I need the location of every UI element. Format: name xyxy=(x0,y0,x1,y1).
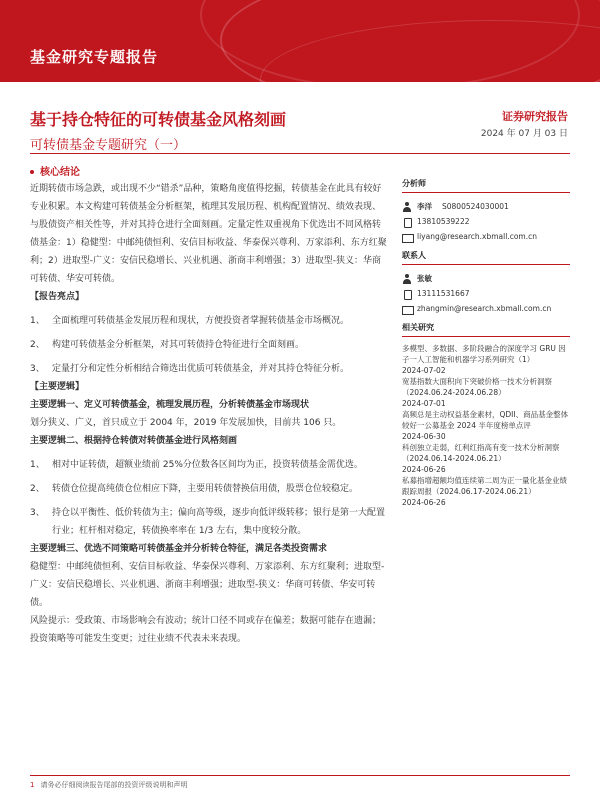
logic-two-item xyxy=(30,480,388,498)
item-text: 相对中证转债，超额业绩前 25%分位数各区间均为正，投资转债基金需优选。 xyxy=(52,460,363,470)
mail-icon xyxy=(402,232,412,242)
phone-icon xyxy=(402,217,412,227)
analyst-heading: 分析师 xyxy=(402,178,570,193)
analyst-phone: 13810539222 xyxy=(417,217,470,226)
core-heading-text: 核心结论 xyxy=(40,167,80,178)
analyst-phone-row xyxy=(402,214,570,229)
banner-title: 基金研究专题报告 xyxy=(30,48,159,66)
logic-three-text: 稳健型：中邮纯债恒利、安信目标收益、华泰保兴尊利、万家添利、东方红聚利；进取型-广义：安信民稳增长、兴业机遇、浙商丰利增强；进取型-狭义：华商可转债、华安可转债。 xyxy=(30,562,385,608)
analyst-email-row xyxy=(402,229,570,244)
logic-heading: 【主要逻辑】 xyxy=(30,382,85,392)
highlight-item xyxy=(30,312,388,330)
item-number: 1、 xyxy=(30,316,45,326)
item-text: 定量打分和定性分析相结合筛选出优质可转债基金，并对其持仓特征分析。 xyxy=(52,364,350,374)
related-date: 2024-06-26 xyxy=(402,465,446,474)
contact-email[interactable]: zhangmin@research.xbmall.com.cn xyxy=(417,304,552,313)
header-divider xyxy=(30,153,570,154)
core-conclusion-heading xyxy=(30,163,80,178)
bullet-icon xyxy=(30,170,34,174)
item-number: 3、 xyxy=(30,364,45,374)
disclaimer-note: 请务必仔细阅读报告尾部的投资评级说明和声明 xyxy=(40,781,188,789)
related-date: 2024-06-30 xyxy=(402,432,446,441)
logic-two-item xyxy=(30,456,388,474)
contact-email-row xyxy=(402,301,570,316)
person-icon xyxy=(402,274,412,284)
item-text: 全面梳理可转债基金发展历程和现状，方便投资者掌握转债基金市场概况。 xyxy=(52,316,350,326)
risk-warning: 风险提示：受政策、市场影响会有波动；统计口径不同或存在偏差；数据可能存在遗漏；投资策略等可能发生变更；过往业绩不代表未来表现。 xyxy=(30,616,382,644)
related-research-list xyxy=(402,343,570,508)
related-item[interactable]: 多模型、多数据、多阶段融合的深度学习 GRU 因子一人工智能和机器学习系列研究（1） xyxy=(402,344,566,364)
analyst-cert: S0800524030001 xyxy=(442,202,509,211)
logic-two-title: 主要逻辑二、根据持仓转债对转债基金进行风格刻画 xyxy=(30,436,238,446)
report-type-label: 证券研究报告 xyxy=(502,110,568,123)
highlight-item xyxy=(30,336,388,354)
report-subtitle: 可转债基金专题研究（一） xyxy=(30,138,187,153)
item-text: 持仓以平衡性、低价转债为主；偏向高等级，逐步向低评级转移；银行是第一大配置行业；杠杆相对稳定，转债换率率在 1/3 左右，集中度较分散。 xyxy=(52,508,386,536)
related-research-heading: 相关研究 xyxy=(402,322,570,337)
related-date: 2024-06-26 xyxy=(402,498,446,507)
main-content xyxy=(30,180,388,648)
core-summary: 近期转债市场急跌，或出现不少“错杀”品种，策略角度值得挖掘，转债基金在此具有较好专业积累。本文构建可转债基金分析框架，梳理其发展历程、机构配置情况、绩效表现、与股债资产相关性等，并对其持仓进行全面刻画。定量定性双重视角下优选出不同风格转债基金：1）稳健型：中邮纯债恒利、安信目标收益、华泰保兴尊利、万家添利、东方红聚利；2）进取型-广义：安信民稳增长、兴业机遇、浙商丰利增强；3）进取型-狭义：华商可转债、华安可转债。 xyxy=(30,184,387,284)
page-number: 1 xyxy=(30,781,35,789)
item-number: 1、 xyxy=(30,460,45,470)
header-banner xyxy=(0,0,600,82)
logic-two-item xyxy=(30,504,388,540)
related-item[interactable]: 宽基指数大面积向下突破价格一技术分析洞察（2024.06.24-2024.06.28） xyxy=(402,377,552,397)
item-text: 构建可转债基金分析框架，对其可转债持仓特征进行全面刻画。 xyxy=(52,340,305,350)
item-number: 2、 xyxy=(30,340,45,350)
report-title: 基于持仓特征的可转债基金风格刻画 xyxy=(30,110,287,129)
analyst-name: 李洋 xyxy=(417,202,432,211)
related-date: 2024-07-02 xyxy=(402,366,446,375)
analyst-name-row xyxy=(402,199,570,214)
highlights-heading: 【报告亮点】 xyxy=(30,292,85,302)
analyst-email[interactable]: liyang@research.xbmall.com.cn xyxy=(417,232,537,241)
report-date: 2024 年 07 月 03 日 xyxy=(480,129,568,139)
item-number: 2、 xyxy=(30,484,45,494)
sidebar xyxy=(402,178,570,508)
contact-heading: 联系人 xyxy=(402,250,570,265)
related-item[interactable]: 私募指增超额均值连续第二周为正一量化基金业绩跟踪周报（2024.06.17-2024.06.21） xyxy=(402,476,567,496)
contact-name-row xyxy=(402,271,570,286)
contact-name: 张敏 xyxy=(417,274,432,283)
footer xyxy=(30,780,187,790)
related-date: 2024-07-01 xyxy=(402,399,446,408)
item-text: 转债仓位提高纯债仓位相应下降，主要用转债替换信用债，股票仓位较稳定。 xyxy=(52,484,359,494)
contact-phone: 13111531667 xyxy=(417,289,470,298)
highlight-item xyxy=(30,360,388,378)
contact-phone-row xyxy=(402,286,570,301)
related-item[interactable]: 高频总是主动权益基金素材，QDII、商品基金整体较好一公募基金 2024 半年度榜单点评 xyxy=(402,410,569,430)
item-number: 3、 xyxy=(30,508,45,518)
phone-icon xyxy=(402,289,412,299)
person-icon xyxy=(402,202,412,212)
footer-divider xyxy=(30,775,570,776)
related-item[interactable]: 科创独立走弱，红利红指高有变一技术分析洞察（2024.06.14-2024.06.21） xyxy=(402,443,560,463)
logic-three-title: 主要逻辑三、优选不同策略可转债基金并分析转仓特征，满足各类投资需求 xyxy=(30,544,328,554)
logic-one-text: 划分狭义、广义，首只成立于 2004 年，2019 年发展加快，目前共 106 只。 xyxy=(30,418,342,428)
mail-icon xyxy=(402,304,412,314)
logic-one-title: 主要逻辑一、定义可转债基金，梳理发展历程，分析转债基金市场现状 xyxy=(30,400,310,410)
